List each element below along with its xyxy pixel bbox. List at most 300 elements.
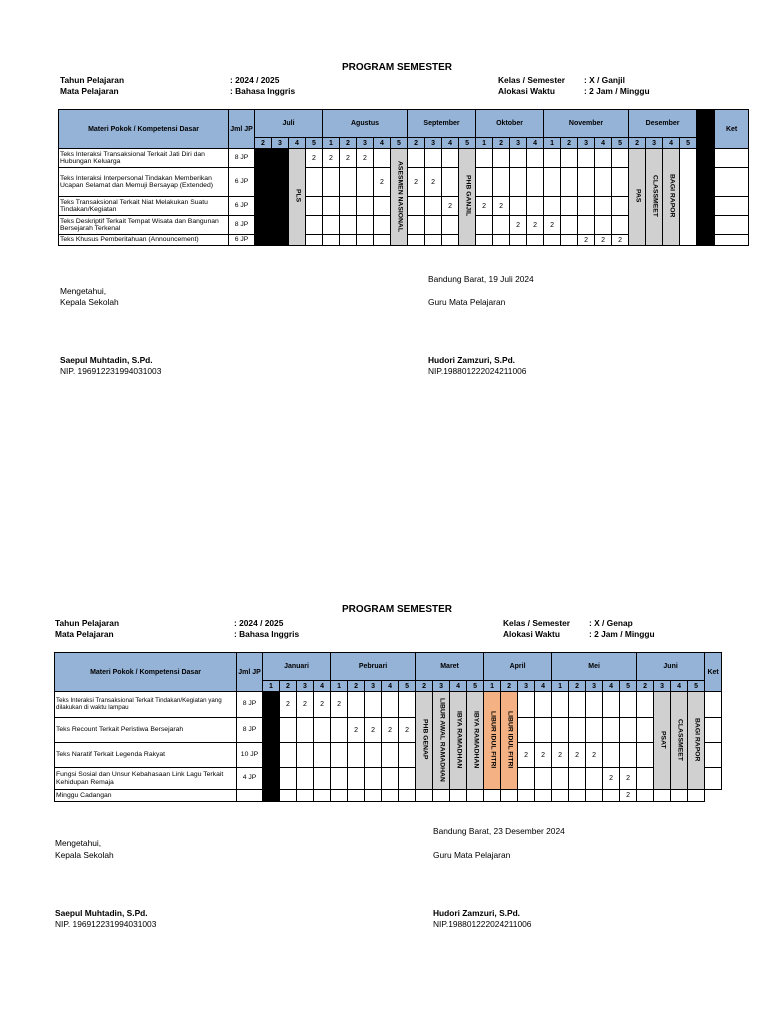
week-header: 4 <box>289 138 306 149</box>
jp-cell: 8 JP <box>229 216 255 235</box>
week-cell <box>527 149 544 168</box>
week-cell <box>561 235 578 246</box>
month-header: September <box>408 110 476 138</box>
week-cell <box>340 197 357 216</box>
guru-name: Hudori Zamzuri, S.Pd. <box>428 355 516 365</box>
week-header: 2 <box>637 681 654 692</box>
week-cell: 2 <box>357 149 374 168</box>
week-cell <box>561 197 578 216</box>
event-label: BAGI RAPOR <box>693 717 701 762</box>
week-cell <box>365 768 382 790</box>
ket-cell <box>688 790 705 802</box>
week-header: 1 <box>544 138 561 149</box>
week-cell <box>680 149 697 246</box>
event-label: PHB GENAP <box>421 719 429 760</box>
table-row <box>55 790 751 802</box>
event-rapor <box>663 149 680 246</box>
week-cell: 2 <box>595 235 612 246</box>
week-header: 1 <box>323 138 340 149</box>
week-cell <box>552 768 569 790</box>
week-header: 4 <box>595 138 612 149</box>
week-cell <box>331 768 348 790</box>
jp-cell: 6 JP <box>229 168 255 197</box>
week-cell <box>518 718 535 743</box>
ket-cell <box>715 235 749 246</box>
page-title-semester-2: PROGRAM SEMESTER <box>341 604 452 615</box>
week-cell <box>382 768 399 790</box>
week-cell <box>323 197 340 216</box>
week-cell <box>510 149 527 168</box>
event-pls <box>289 149 306 246</box>
week-cell <box>374 216 391 235</box>
week-cell <box>314 743 331 768</box>
week-cell <box>535 790 552 802</box>
week-cell: 2 <box>493 197 510 216</box>
week-cell <box>348 743 365 768</box>
guru-label: Guru Mata Pelajaran <box>433 850 511 860</box>
week-cell <box>425 235 442 246</box>
table-row <box>55 743 751 768</box>
event-label: PHB GANJIL <box>464 175 472 217</box>
week-cell <box>408 235 425 246</box>
week-cell <box>348 790 365 802</box>
week-cell <box>365 692 382 718</box>
week-header: 4 <box>382 681 399 692</box>
week-cell <box>450 790 467 802</box>
week-cell: 2 <box>578 235 595 246</box>
week-cell <box>314 718 331 743</box>
event-libur-idul <box>501 692 518 790</box>
week-cell <box>416 790 433 802</box>
header-materi: Materi Pokok / Kompetensi Dasar <box>55 653 237 692</box>
week-cell <box>637 692 654 718</box>
week-cell <box>561 168 578 197</box>
place-date: Bandung Barat, 19 Juli 2024 <box>428 274 534 284</box>
jp-cell: 8 JP <box>229 149 255 168</box>
week-cell <box>603 718 620 743</box>
week-header: 4 <box>535 681 552 692</box>
week-cell: 2 <box>535 743 552 768</box>
week-cell <box>578 168 595 197</box>
alokasi-label: Alokasi Waktu <box>498 86 555 96</box>
week-cell: 2 <box>323 149 340 168</box>
week-cell <box>382 692 399 718</box>
week-cell <box>535 768 552 790</box>
week-cell <box>510 168 527 197</box>
table-row <box>55 768 751 790</box>
week-header: 4 <box>442 138 459 149</box>
jp-cell <box>237 790 263 802</box>
week-cell <box>280 790 297 802</box>
week-cell <box>569 692 586 718</box>
week-cell <box>544 235 561 246</box>
week-cell: 2 <box>374 168 391 197</box>
week-cell <box>603 790 620 802</box>
week-cell <box>595 149 612 168</box>
event-label: PSAT <box>659 730 667 749</box>
week-cell <box>399 743 416 768</box>
week-header: 5 <box>680 138 697 149</box>
week-cell <box>323 168 340 197</box>
month-header: Maret <box>416 653 484 681</box>
tahun-value: : 2024 / 2025 <box>230 75 280 85</box>
week-header: 2 <box>561 138 578 149</box>
week-cell <box>306 197 323 216</box>
week-cell <box>297 790 314 802</box>
week-cell <box>323 235 340 246</box>
event-ibadah <box>450 692 467 790</box>
event-phb <box>459 149 476 246</box>
week-cell <box>365 790 382 802</box>
week-cell <box>612 168 629 197</box>
week-cell <box>527 168 544 197</box>
guru-label: Guru Mata Pelajaran <box>428 297 506 307</box>
week-cell: 2 <box>518 743 535 768</box>
alokasi-label: Alokasi Waktu <box>503 629 560 639</box>
ket-cell <box>715 149 749 168</box>
week-cell <box>637 768 654 790</box>
event-libur-idul <box>484 692 501 790</box>
week-cell <box>340 168 357 197</box>
week-cell <box>442 216 459 235</box>
week-cell: 2 <box>425 168 442 197</box>
week-cell <box>297 768 314 790</box>
week-cell <box>374 235 391 246</box>
week-cell <box>382 790 399 802</box>
week-header: 4 <box>663 138 680 149</box>
week-header: 5 <box>688 681 705 692</box>
blocked-cell <box>697 149 715 246</box>
week-header: 3 <box>297 681 314 692</box>
week-cell <box>518 692 535 718</box>
blocked-cell <box>272 149 289 246</box>
event-label: LIBUR IDUL FITRI <box>489 710 497 769</box>
week-cell <box>357 197 374 216</box>
jp-cell: 8 JP <box>237 718 263 743</box>
week-cell <box>612 216 629 235</box>
week-cell <box>595 197 612 216</box>
kepala-sekolah-label: Kepala Sekolah <box>60 297 119 307</box>
event-psat <box>654 692 671 790</box>
week-cell: 2 <box>399 718 416 743</box>
week-header: 5 <box>467 681 484 692</box>
header-jml-jp: Jml JP <box>237 653 263 692</box>
week-cell: 2 <box>620 768 637 790</box>
event-label: LIBUR IDUL FITRI <box>506 710 514 769</box>
week-cell: 2 <box>612 235 629 246</box>
event-label: ASESMEN NASIONAL <box>396 160 404 232</box>
week-cell <box>306 216 323 235</box>
week-cell <box>280 718 297 743</box>
week-cell <box>561 149 578 168</box>
ket-cell <box>715 168 749 197</box>
event-label: CLASSMEET <box>651 175 659 217</box>
week-cell <box>314 790 331 802</box>
event-asesmen <box>391 149 408 246</box>
month-header: April <box>484 653 552 681</box>
mapel-value: : Bahasa Inggris <box>234 629 300 639</box>
guru-name: Hudori Zamzuri, S.Pd. <box>433 908 521 918</box>
week-cell <box>595 216 612 235</box>
week-cell <box>637 790 654 802</box>
week-cell <box>535 718 552 743</box>
mapel-label: Mata Pelajaran <box>60 86 119 96</box>
week-header: 2 <box>340 138 357 149</box>
materi-cell: Teks Transaksional Terkait Niat Melakukan Suatu Tindakan/Kegiatan <box>59 197 229 216</box>
week-cell <box>552 692 569 718</box>
week-cell <box>578 149 595 168</box>
week-cell: 2 <box>340 149 357 168</box>
week-cell <box>348 768 365 790</box>
week-cell <box>340 216 357 235</box>
week-cell <box>382 743 399 768</box>
kelas-label: Kelas / Semester <box>498 75 566 85</box>
materi-cell: Minggu Cadangan <box>55 790 237 802</box>
week-cell <box>442 168 459 197</box>
event-classmeet <box>671 692 688 790</box>
week-cell <box>595 168 612 197</box>
week-cell <box>501 790 518 802</box>
week-cell <box>348 692 365 718</box>
event-pas <box>629 149 646 246</box>
week-header: 1 <box>484 681 501 692</box>
week-cell <box>493 235 510 246</box>
week-header: 3 <box>425 138 442 149</box>
week-cell <box>331 790 348 802</box>
week-cell <box>637 743 654 768</box>
week-cell <box>586 692 603 718</box>
week-cell <box>518 768 535 790</box>
ket-cell <box>715 197 749 216</box>
tahun-value: : 2024 / 2025 <box>234 618 284 628</box>
kepsek-nip: NIP. 196912231994031003 <box>60 366 162 376</box>
materi-cell: Teks Naratif Terkait Legenda Rakyat <box>55 743 237 768</box>
week-cell <box>467 790 484 802</box>
schedule-table-semester-2 <box>54 652 751 802</box>
week-cell: 2 <box>280 692 297 718</box>
week-cell: 2 <box>476 197 493 216</box>
week-header: 4 <box>671 681 688 692</box>
week-header: 5 <box>612 138 629 149</box>
week-cell <box>340 235 357 246</box>
week-cell <box>578 197 595 216</box>
week-cell <box>493 168 510 197</box>
materi-cell: Teks Interaksi Transaksional Terkait Tindakan/Kegiatan yang dilakukan di waktu lampau <box>55 692 237 718</box>
month-header: Mei <box>552 653 637 681</box>
kepsek-nip: NIP. 196912231994031003 <box>55 919 157 929</box>
week-cell <box>442 149 459 168</box>
month-header: Januari <box>263 653 331 681</box>
week-header: 3 <box>272 138 289 149</box>
week-header: 1 <box>263 681 280 692</box>
tahun-label: Tahun Pelajaran <box>55 618 120 628</box>
week-cell: 2 <box>442 197 459 216</box>
jp-cell: 4 JP <box>237 768 263 790</box>
week-cell <box>408 149 425 168</box>
event-label: CLASSMEET <box>676 718 684 761</box>
month-header: Oktober <box>476 110 544 138</box>
week-cell <box>357 216 374 235</box>
guru-nip: NIP.198801222024211006 <box>428 366 527 376</box>
kelas-value: : X / Genap <box>589 618 633 628</box>
blocked-cell <box>255 149 272 246</box>
week-cell: 2 <box>544 216 561 235</box>
week-cell <box>527 197 544 216</box>
materi-cell: Teks Interaksi Interpersonal Tindakan Memberikan Ucapan Selamat dan Memuji Bersayap (Extended) <box>59 168 229 197</box>
place-date: Bandung Barat, 23 Desember 2024 <box>433 826 565 836</box>
week-cell <box>425 197 442 216</box>
materi-cell: Fungsi Sosial dan Unsur Kebahasaan Link Lagu Terkait Kehidupan Remaja <box>55 768 237 790</box>
kepsek-name: Saepul Muhtadin, S.Pd. <box>60 355 153 365</box>
month-header: Juli <box>255 110 323 138</box>
week-cell <box>637 718 654 743</box>
week-cell <box>323 216 340 235</box>
week-cell <box>561 216 578 235</box>
week-header: 5 <box>391 138 408 149</box>
week-header: 3 <box>365 681 382 692</box>
week-header: 3 <box>654 681 671 692</box>
week-header: 2 <box>569 681 586 692</box>
week-cell: 2 <box>365 718 382 743</box>
week-cell: 2 <box>306 149 323 168</box>
week-cell <box>433 790 450 802</box>
week-header: 2 <box>280 681 297 692</box>
ket-cell <box>715 216 749 235</box>
week-header: 3 <box>518 681 535 692</box>
jp-cell: 6 JP <box>229 197 255 216</box>
table-row <box>55 718 751 743</box>
kepsek-name: Saepul Muhtadin, S.Pd. <box>55 908 148 918</box>
week-cell <box>544 149 561 168</box>
materi-cell: Teks Recount Terkait Peristiwa Bersejarah <box>55 718 237 743</box>
week-cell <box>365 743 382 768</box>
week-cell <box>527 235 544 246</box>
week-cell <box>476 216 493 235</box>
week-cell <box>620 692 637 718</box>
event-classmeet <box>646 149 663 246</box>
week-cell <box>569 718 586 743</box>
week-cell: 2 <box>569 743 586 768</box>
week-cell <box>357 168 374 197</box>
week-cell <box>408 197 425 216</box>
week-cell <box>399 692 416 718</box>
week-header: 2 <box>501 681 518 692</box>
month-header: Pebruari <box>331 653 416 681</box>
week-cell <box>552 790 569 802</box>
tahun-label: Tahun Pelajaran <box>60 75 125 85</box>
schedule-table-semester-1 <box>58 109 749 246</box>
week-cell: 2 <box>297 692 314 718</box>
table-row <box>55 692 751 718</box>
week-cell <box>408 216 425 235</box>
week-header: 3 <box>433 681 450 692</box>
week-cell: 2 <box>510 216 527 235</box>
week-cell <box>306 235 323 246</box>
week-cell <box>374 197 391 216</box>
week-cell <box>654 790 671 802</box>
week-cell <box>476 235 493 246</box>
week-cell <box>510 235 527 246</box>
week-header: 3 <box>578 138 595 149</box>
week-cell <box>493 216 510 235</box>
kepala-sekolah-label: Kepala Sekolah <box>55 850 114 860</box>
week-header: 1 <box>476 138 493 149</box>
week-cell <box>297 718 314 743</box>
week-cell <box>476 168 493 197</box>
event-label: PLS <box>294 189 302 203</box>
week-cell <box>425 149 442 168</box>
jp-cell: 8 JP <box>237 692 263 718</box>
week-cell <box>603 692 620 718</box>
week-header: 4 <box>314 681 331 692</box>
week-header: 1 <box>552 681 569 692</box>
guru-nip: NIP.198801222024211006 <box>433 919 532 929</box>
week-cell <box>331 743 348 768</box>
week-cell: 2 <box>382 718 399 743</box>
ket-cell <box>705 743 722 768</box>
week-header: 2 <box>629 138 646 149</box>
event-rapor <box>688 692 705 790</box>
week-cell <box>552 718 569 743</box>
week-header: 5 <box>459 138 476 149</box>
week-cell <box>484 790 501 802</box>
week-cell <box>476 149 493 168</box>
week-cell <box>306 168 323 197</box>
materi-cell: Teks Khusus Pemberitahuan (Announcement) <box>59 235 229 246</box>
week-cell <box>671 790 688 802</box>
week-header: 2 <box>493 138 510 149</box>
table-row <box>59 149 749 168</box>
week-cell <box>442 235 459 246</box>
header-ket: Ket <box>715 110 749 149</box>
header-materi: Materi Pokok / Kompetensi Dasar <box>59 110 229 149</box>
materi-cell: Teks Deskriptif Terkait Tempat Wisata dan Bangunan Bersejarah Terkenal <box>59 216 229 235</box>
week-cell <box>569 790 586 802</box>
week-cell <box>280 743 297 768</box>
kelas-value: : X / Ganjil <box>584 75 625 85</box>
week-cell: 2 <box>408 168 425 197</box>
week-header: 2 <box>348 681 365 692</box>
month-header: Agustus <box>323 110 408 138</box>
week-cell <box>357 235 374 246</box>
week-cell: 2 <box>331 692 348 718</box>
week-header: 4 <box>527 138 544 149</box>
week-cell <box>280 768 297 790</box>
week-header: 4 <box>450 681 467 692</box>
ket-cell <box>705 768 722 790</box>
week-cell <box>586 790 603 802</box>
kelas-label: Kelas / Semester <box>503 618 571 628</box>
week-cell: 2 <box>348 718 365 743</box>
week-cell: 2 <box>603 768 620 790</box>
week-cell <box>535 692 552 718</box>
event-ibadah <box>467 692 484 790</box>
black-column <box>697 110 715 149</box>
week-header: 5 <box>306 138 323 149</box>
materi-cell: Teks Interaksi Transaksional Terkait Jati Diri dan Hubungan Keluarga <box>59 149 229 168</box>
ket-cell <box>705 718 722 743</box>
alokasi-value: : 2 Jam / Minggu <box>589 629 655 639</box>
week-cell: 2 <box>314 692 331 718</box>
header-ket: Ket <box>705 653 722 692</box>
week-header: 5 <box>399 681 416 692</box>
week-cell <box>603 743 620 768</box>
event-libur-awal <box>433 692 450 790</box>
blocked-cell <box>263 692 280 802</box>
mengetahui-label: Mengetahui, <box>55 838 102 848</box>
week-cell <box>612 149 629 168</box>
week-cell <box>297 743 314 768</box>
